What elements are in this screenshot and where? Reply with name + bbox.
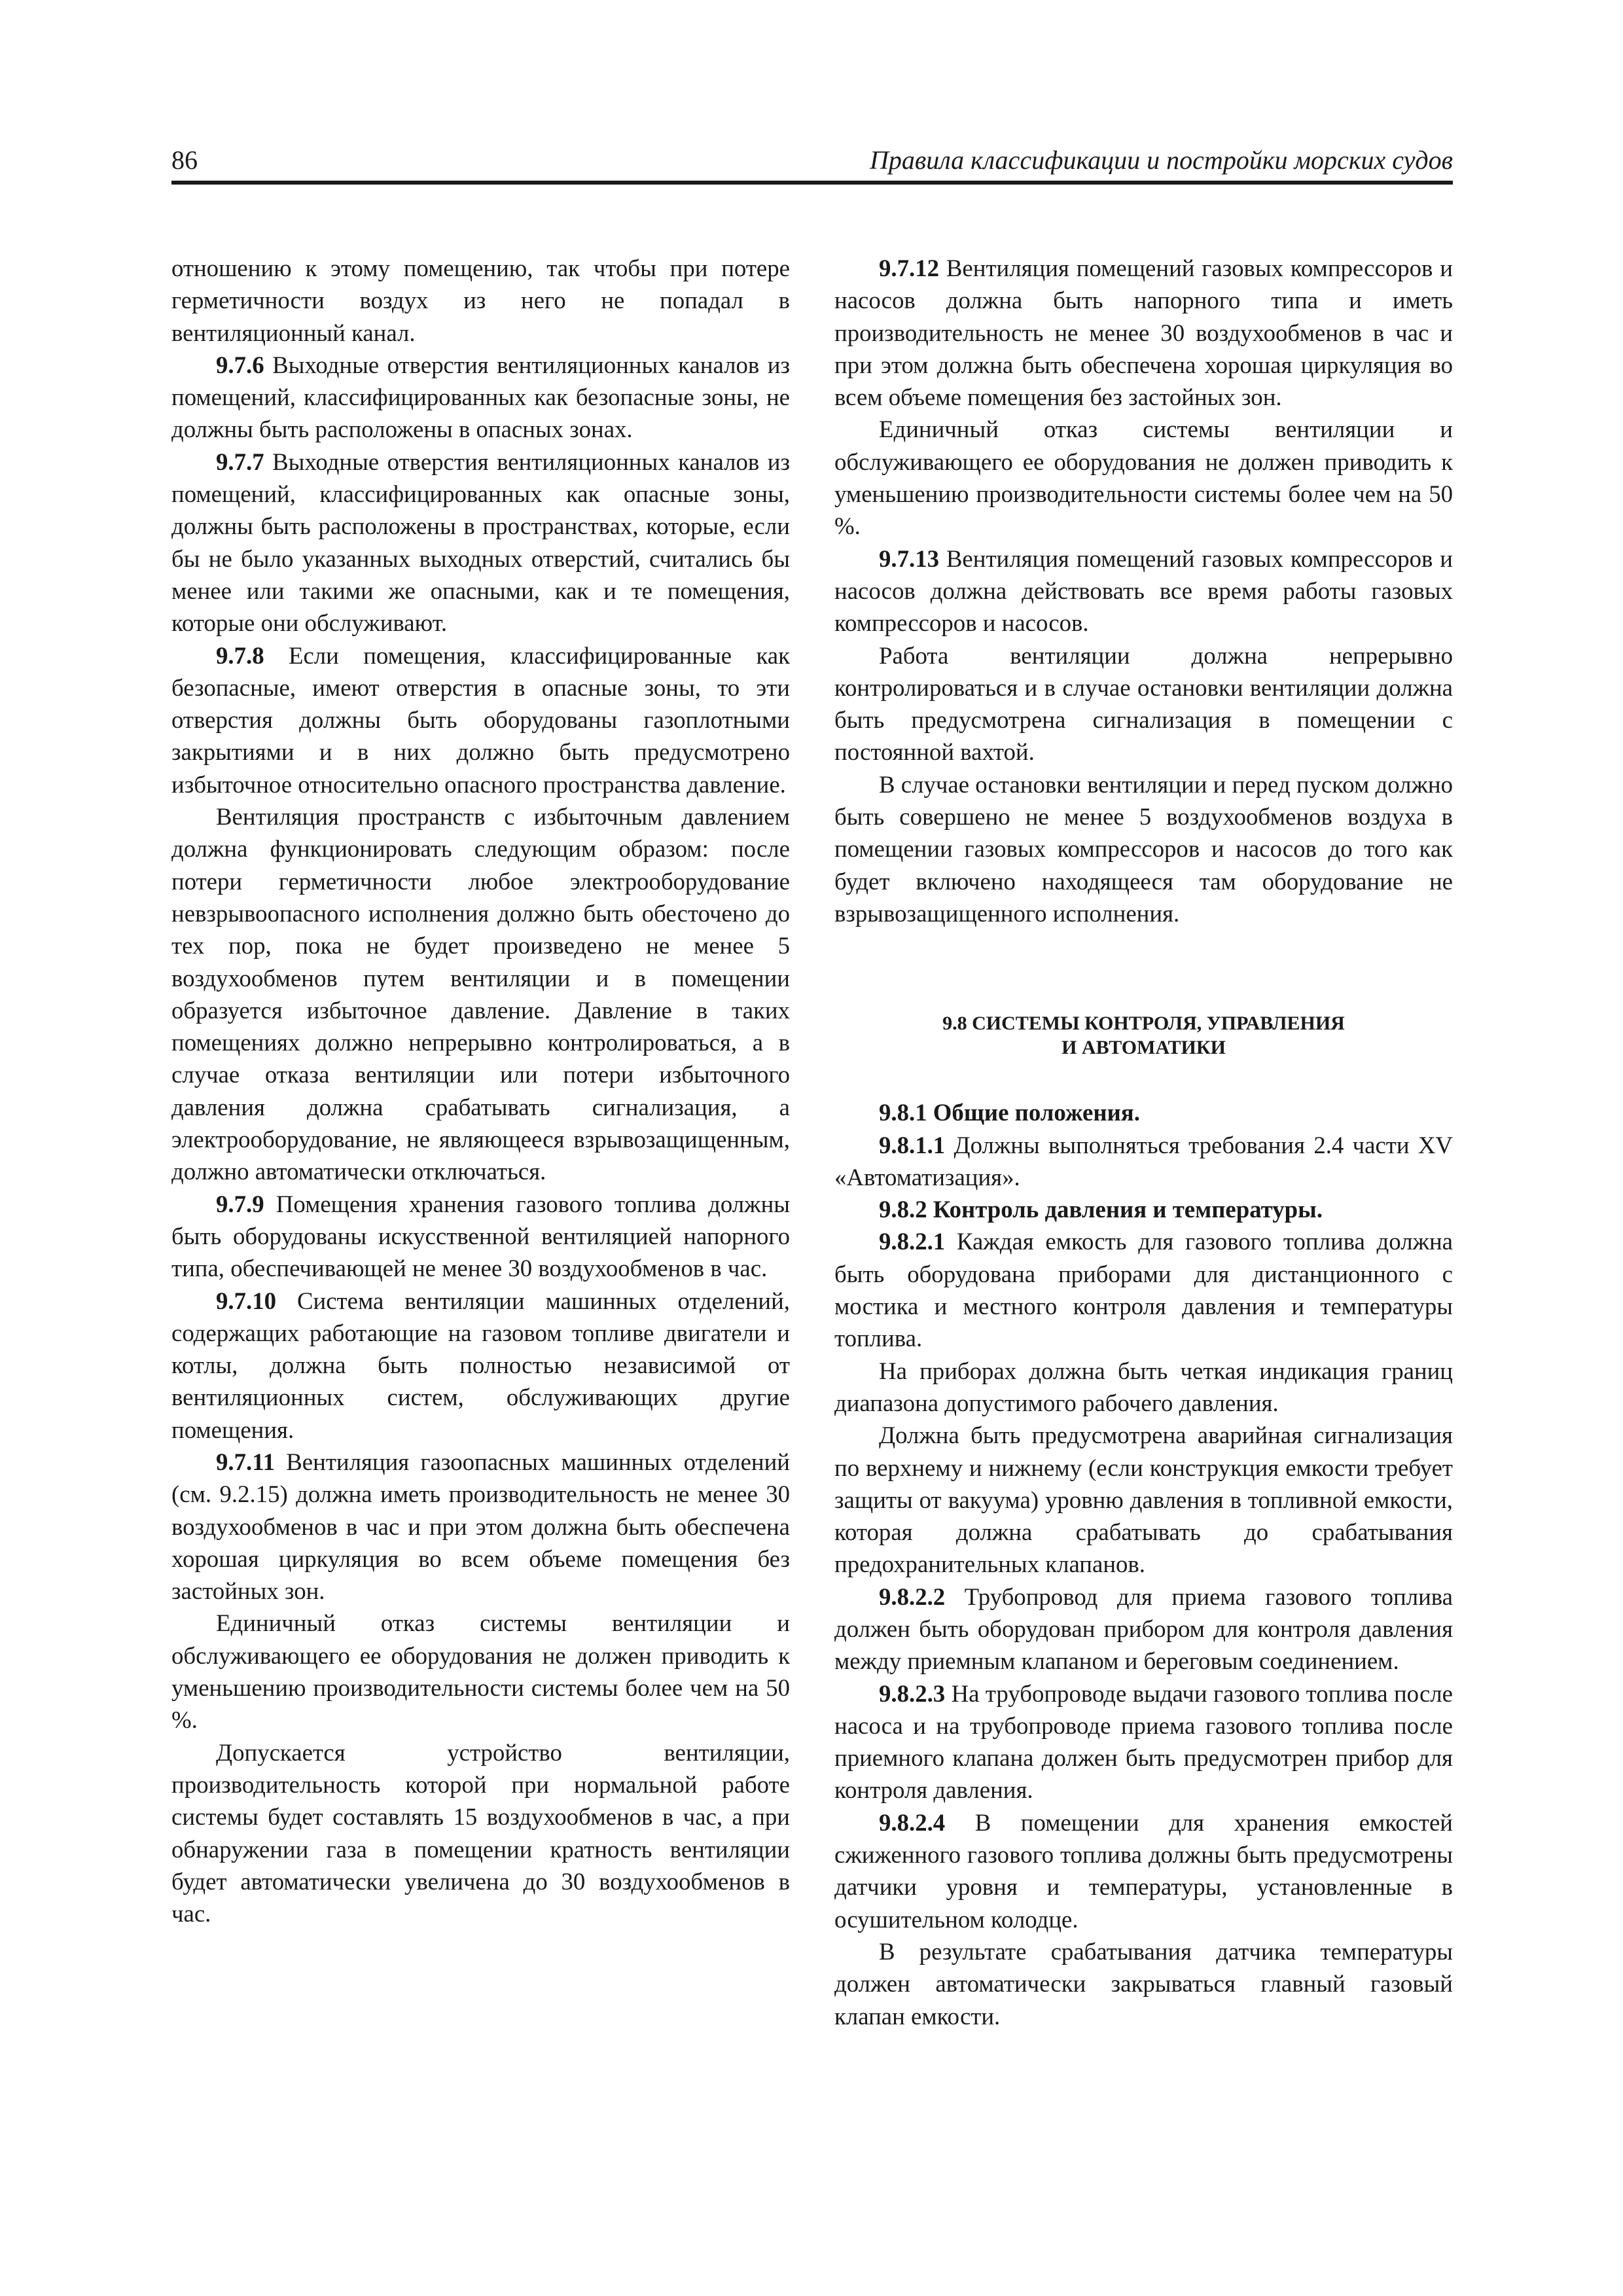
clause-number: 9.8.1.1: [879, 1131, 946, 1158]
paragraph-text: Если помещения, классифицированные как безопасные, имеют отверстия в опасные зоны, то эти отверстия должны быть оборудованы газоплотными закрытиями и в них должно быть предусмотрено избыточное относительно опасного пространства давление.: [171, 641, 790, 798]
paragraph: [834, 1806, 1453, 1935]
paragraph: [834, 413, 1453, 542]
paragraph-text: Выходные отверстия вентиляционных каналов из помещений, классифицированных как опасные зоны, должны быть расположены в пространствах, которые, если бы не было указанных выходных отверстий, считались бы менее или такими же опасными, как и те помещения, которые они обслуживают.: [171, 448, 790, 637]
clause-number: 9.7.9: [216, 1190, 264, 1217]
paragraph: [171, 639, 790, 800]
paragraph-text: В случае остановки вентиляции и перед пуском должно быть совершено не менее 5 воздухообменов воздуха в помещении газовых компрессоров и насосов до того как будет включено находящееся там оборудование не взрывозащищенного исполнения.: [834, 770, 1453, 927]
clause-number: 9.7.6: [216, 351, 264, 378]
paragraph: [834, 1935, 1453, 2032]
paragraph: [834, 639, 1453, 768]
paragraph-text: На приборах должна быть четкая индикация границ диапазона допустимого рабочего давления.: [834, 1357, 1453, 1416]
paragraph: [834, 1129, 1453, 1194]
paragraph-text: Должна быть предусмотрена аварийная сигнализация по верхнему и нижнему (если конструкция емкости требует защиты от вакуума) уровню давления в топливной емкости, которая должна срабатывать до срабатывания предохранительных клапанов.: [834, 1422, 1453, 1578]
paragraph-text: Единичный отказ системы вентиляции и обслуживающего ее оборудования не должен приводить к уменьшению производительности системы более чем на 50 %.: [834, 416, 1453, 540]
paragraph-text: Каждая емкость для газового топлива должна быть оборудована приборами для дистанционного с мостика и местного контроля давления и температуры топлива.: [834, 1228, 1453, 1352]
paragraph-text: Единичный отказ системы вентиляции и обслуживающего ее оборудования не должен приводить к уменьшению производительности системы более чем на 50 %.: [171, 1609, 790, 1734]
paragraph-text: В результате срабатывания датчика температуры должен автоматически закрываться главный газовый клапан емкости.: [834, 1937, 1453, 2030]
clause-number: 9.8.2.1: [879, 1228, 946, 1255]
clause-number: 9.8.2.4: [879, 1808, 946, 1836]
paragraph: [834, 1193, 1453, 1225]
paragraph: [834, 543, 1453, 639]
section-title-line2: И АВТОМАТИКИ: [1061, 1037, 1226, 1059]
paragraph-text: Вентиляция помещений газовых компрессоров и насосов должна действовать все время работы газовых компрессоров и насосов.: [834, 545, 1453, 637]
paragraph-text: Должны выполняться требования 2.4 части XV «Автоматизация».: [834, 1131, 1453, 1191]
paragraph: [171, 1188, 790, 1285]
paragraph: [171, 446, 790, 639]
clause-number: 9.8.2.3: [879, 1679, 946, 1707]
right-column: [834, 252, 1453, 2032]
clause-number: 9.7.8: [216, 641, 264, 669]
paragraph-text: В помещении для хранения емкостей сжиженного газового топлива должны быть предусмотрены датчики уровня и температуры, установленные в осушительном колодце.: [834, 1808, 1453, 1933]
paragraph: [834, 1096, 1453, 1128]
paragraph-text: На трубопроводе выдачи газового топлива после насоса и на трубопроводе приема газового топлива после приемного клапана должен быть предусмотрен прибор для контроля давления.: [834, 1679, 1453, 1804]
subsection-heading: 9.8.2 Контроль давления и температуры.: [879, 1196, 1323, 1223]
paragraph: [171, 1446, 790, 1607]
paragraph-text: Выходные отверстия вентиляционных каналов из помещений, классифицированных как безопасные зоны, не должны быть расположены в опасных зонах.: [171, 351, 790, 443]
paragraph: [834, 768, 1453, 929]
page-header: [171, 143, 1453, 185]
paragraph: [834, 1355, 1453, 1420]
right-column-bottom: [834, 1096, 1453, 2032]
paragraph: [171, 252, 790, 349]
paragraph-text: Допускается устройство вентиляции, производительность которой при нормальной работе системы будет составлять 15 воздухообменов в час, а при обнаружении газа в помещении кратность вентиляции будет автоматически увеличена до 30 воздухообменов в час.: [171, 1738, 790, 1928]
paragraph: [834, 1677, 1453, 1806]
running-title: Правила классификации и постройки морских судов: [869, 145, 1453, 175]
section-title-line1: 9.8 СИСТЕМЫ КОНТРОЛЯ, УПРАВЛЕНИЯ: [942, 1013, 1345, 1035]
page-number: 86: [171, 145, 198, 175]
clause-number: 9.7.12: [879, 255, 939, 281]
paragraph-text: Система вентиляции машинных отделений, содержащих работающие на газовом топливе двигатели и котлы, должна быть полностью независимой от вентиляционных систем, обслуживающих другие помещения.: [171, 1287, 790, 1443]
clause-number: 9.8.2.2: [879, 1583, 946, 1610]
paragraph-text: Вентиляция газоопасных машинных отделений (см. 9.2.15) должна иметь производительность не менее 30 воздухообменов в час и при этом должна быть обеспечена хорошая циркуляция во всем объеме помещения без застойных зон.: [171, 1448, 790, 1605]
clause-number: 9.7.7: [216, 448, 264, 475]
clause-number: 9.7.13: [879, 545, 939, 572]
paragraph: [834, 1225, 1453, 1354]
paragraph: [834, 1581, 1453, 1677]
paragraph-text: Вентиляция помещений газовых компрессоров и насосов должна быть напорного типа и иметь производительность не менее 30 воздухообменов в час и при этом должна быть обеспечена хорошая циркуляция во всем объеме помещения без застойных зон.: [834, 255, 1453, 411]
paragraph: [834, 1419, 1453, 1580]
paragraph: [171, 1285, 790, 1446]
paragraph: [171, 349, 790, 446]
paragraph-text: Трубопровод для приема газового топлива должен быть оборудован прибором для контроля давления между приемным клапаном и береговым соединением.: [834, 1583, 1453, 1675]
paragraph: [834, 252, 1453, 413]
clause-number: 9.7.10: [216, 1287, 276, 1314]
right-column-top: [834, 252, 1453, 929]
paragraph: [171, 1736, 790, 1930]
subsection-heading: 9.8.1 Общие положения.: [879, 1099, 1140, 1126]
paragraph-text: Помещения хранения газового топлива должны быть оборудованы искусственной вентиляцией напорного типа, обеспечивающей не менее 30 воздухообменов в час.: [171, 1190, 790, 1282]
paragraph: [171, 800, 790, 1188]
paragraph-text: Работа вентиляции должна непрерывно контролироваться и в случае остановки вентиляции должна быть предусмотрена сигнализация в помещении с постоянной вахтой.: [834, 641, 1453, 766]
paragraph: [171, 1607, 790, 1736]
paragraph-text: отношению к этому помещению, так чтобы при потере герметичности воздух из него не попадал в вентиляционный канал.: [171, 255, 790, 346]
clause-number: 9.7.11: [216, 1448, 275, 1475]
paragraph-text: Вентиляция пространств с избыточным давлением должна функционировать следующим образом: после потери герметичности любое электрооборудование невзрывоопасного исполнения должно быть обесточено до тех пор, пока не будет произведено не менее 5 воздухообменов путем вентиляции и в помещении образуется избыточное давление. Давление в таких помещениях должно непрерывно контролироваться, а в случае отказа вентиляции или потери избыточного давления должна срабатывать сигнализация, а электрооборудование, не являющееся взрывозащищенным, должно автоматически отключаться.: [171, 803, 790, 1185]
left-column: [171, 252, 790, 1929]
